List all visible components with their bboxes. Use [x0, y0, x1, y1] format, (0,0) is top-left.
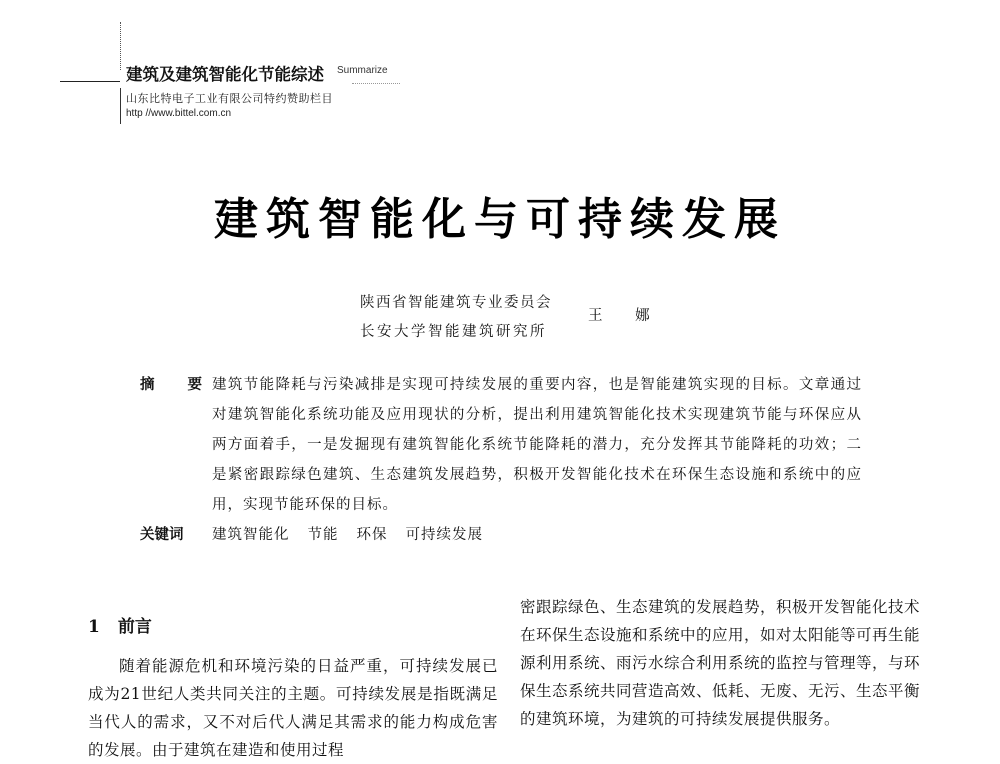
banner-vertical-rule: [120, 88, 121, 124]
abstract-text: 建筑节能降耗与污染减排是实现可持续发展的重要内容，也是智能建筑实现的目标。文章通过对建筑智能化系统功能及应用现状的分析，提出利用建筑智能化技术实现建筑节能与环保应从两方面着手，一是发掘现有建筑智能化系统节能降耗的潜力，充分发挥其节能降耗的功效；二是紧密跟踪绿色建筑、生态建筑发展趋势，积极开发智能化技术在环保生态设施和系统中的应用，实现节能环保的目标。: [212, 377, 862, 513]
body-right-column: [520, 593, 920, 733]
section-heading: [88, 612, 152, 637]
body-left-column: [88, 652, 498, 764]
keywords-label: 关键词: [140, 527, 184, 543]
sponsor-line: 山东比特电子工业有限公司特约赞助栏目: [126, 92, 333, 105]
affiliation-2: 长安大学智能建筑研究所: [360, 324, 547, 340]
banner-dotted-horizontal-rule: [352, 83, 400, 85]
author-name: 王 娜: [588, 308, 664, 324]
column-title-english: Summarize: [337, 65, 388, 76]
abstract-label: 摘 要: [140, 377, 217, 393]
sponsor-url[interactable]: http //www.bittel.com.cn: [126, 108, 232, 119]
banner-horizontal-rule: [60, 81, 120, 82]
section-title: 前言: [117, 617, 152, 637]
section-number: 1: [88, 617, 100, 637]
keywords-list: [212, 523, 483, 544]
keyword: 环保: [356, 527, 388, 543]
body-paragraph: 随着能源危机和环境污染的日益严重，可持续发展已成为21世纪人类共同关注的主题。可持续发展是指既满足当代人的需求，又不对后代人满足其需求的能力构成危害的发展。由于建筑在建造和使用过程: [88, 657, 498, 759]
body-paragraph: 密跟踪绿色、生态建筑的发展趋势，积极开发智能化技术在环保生态设施和系统中的应用，如对太阳能等可再生能源利用系统、雨污水综合利用系统的监控与管理等，与环保生态系统共同营造高效、低耗、无废、无污、生态平衡的建筑环境，为建筑的可持续发展提供服务。: [520, 598, 921, 728]
column-title: 建筑及建筑智能化节能综述: [126, 65, 324, 84]
banner-dotted-vertical-rule: [120, 22, 122, 70]
affiliation-1: 陕西省智能建筑专业委员会: [360, 295, 552, 311]
article-title: 建筑智能化与可持续发展: [214, 194, 786, 245]
keyword: 节能: [307, 527, 339, 543]
keyword: 建筑智能化: [212, 527, 290, 543]
keyword: 可持续发展: [405, 527, 483, 543]
